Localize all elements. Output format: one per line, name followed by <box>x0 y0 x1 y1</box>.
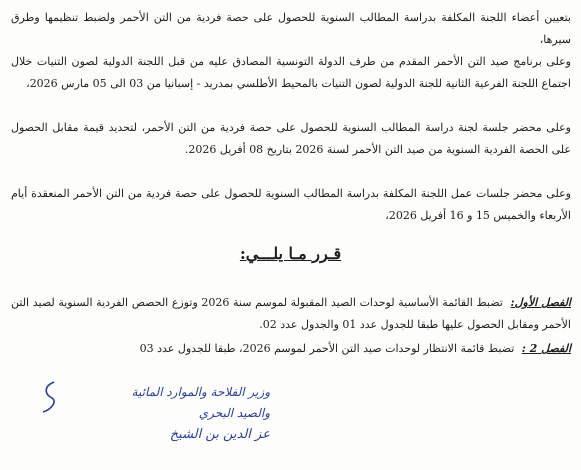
paragraph-work-sessions: وعلى محضر جلسات عمل اللجنة المكلفة بدراسة المطالب السنوية للحصول على حصة فردية من التن الأحمر المنعقدة أيام الأربعاء والخميس 15 و 16 أفريل 2026، <box>11 187 571 222</box>
decision-title: قـرر مـا يلـــي: <box>239 244 342 263</box>
paragraph-committee-minutes: وعلى محضر جلسة لجنة دراسة المطالب السنوية للحصول على حصة فردية من التن الأحمر، لتحديد قيمة مقابل الحصول على الحصة الفردية السنوية من صيد التن الأحمر لسنة 2026 بتاريخ 08 أفريل 2026. <box>11 121 571 156</box>
signature-title-line1: وزير الفلاحة والموارد المائية <box>131 385 270 399</box>
article-2-text: تضبط قائمة الانتظار لوحدات صيد التن الأحمر لموسم 2026، طبقا للجدول عدد 03 <box>139 342 515 355</box>
signature-title-line2: والصيد البحري <box>198 406 270 420</box>
paragraph-committee-members: بتعيين أعضاء اللجنة المكلفة بدراسة المطالب السنوية للحصول على حصة فردية من التن الأحمر ولضبط تنظيمها وطرق سيرها، <box>11 11 571 46</box>
signature-name: عز الدين بن الشيخ <box>169 427 270 442</box>
article-1-text: تضبط القائمة الأساسية لوحدات الصيد المقبولة لموسم سنة 2026 وتوزع الحصص الفردية السنوية لصيد التن الأحمر ومقابل الحصول عليها طبقا للجدول عدد 01 والجدول عدد 02. <box>11 296 571 331</box>
paragraph-fishing-program: وعلى برنامج صيد التن الأحمر المقدم من طرف الدولة التونسية المصادق عليه من قبل اللجنة الدولية لصون التنيات خلال اجتماع اللجنة الفرعية الثانية للجنة الدولية لصون التنيات بالمحيط الأطلسي بمدريد - إسبانيا من 03 الى 05 مارس 2026، <box>11 55 571 90</box>
article-2 <box>11 338 571 360</box>
signature-block <box>50 382 270 445</box>
article-1 <box>11 292 571 336</box>
article-1-heading: الفصل الأول: <box>510 296 571 309</box>
article-2-heading: الفصل 2 : <box>521 342 571 355</box>
